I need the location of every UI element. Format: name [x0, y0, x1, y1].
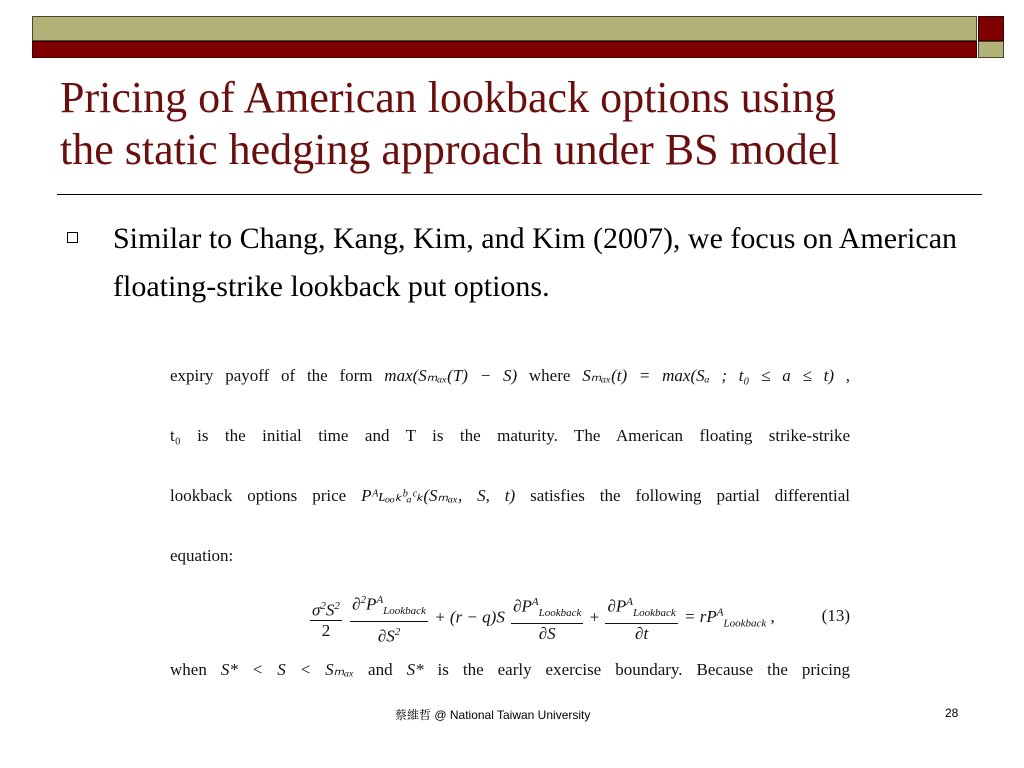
- paper-line-4: equation:: [170, 546, 234, 565]
- title-divider: [57, 194, 982, 195]
- paper-line-3: lookback options price Pᴬʟₒₒₖᵇₐᶜₖ(Sₘₐₓ, S, t) satisfies the following partial differential: [170, 486, 850, 505]
- slide-title-line2: the static hedging approach under BS model: [60, 125, 840, 174]
- header-bar-maroon: [32, 41, 977, 58]
- footer-author: 蔡維哲 @ National Taiwan University: [395, 708, 591, 722]
- paper-line-2: t₀ is the initial time and T is the maturity. The American floating strike-strike: [170, 426, 850, 445]
- paper-line-1: expiry payoff of the form max(Sₘₐₓ(T) − S) where Sₘₐₓ(t) = max(Sₐ ; t₀ ≤ a ≤ t) ,: [170, 366, 851, 385]
- page-number: 28: [945, 706, 959, 720]
- bullet-square-icon: [67, 232, 78, 243]
- header-bar-olive: [32, 16, 977, 41]
- pde-equation: [170, 590, 850, 650]
- header-square-olive: [978, 41, 1004, 58]
- equation-number: (13): [821, 606, 850, 625]
- paper-line-5: when S* < S < Sₘₐₓ and S* is the early exercise boundary. Because the pricing: [170, 660, 851, 679]
- slide-title: [60, 72, 990, 176]
- header-square-maroon: [978, 16, 1004, 41]
- bullet-text: Similar to Chang, Kang, Kim, and Kim (2007), we focus on American floating-strike lookback put options.: [113, 222, 958, 303]
- pde-formula: $\frac{\sigma^2S^2}{2}$ $\frac{\partial^2P^A_{Lookback}}{\partial S^2}$ + (r − q)S $\frac{\partial P^A_{Lookback}}{\partial S}$ + $\frac{\partial P^A_{Lookback}}{\partial t}$ = $rP^A_{Lookback}$ ,: [308, 590, 775, 647]
- slide-title-line1: Pricing of American lookback options using: [60, 73, 836, 122]
